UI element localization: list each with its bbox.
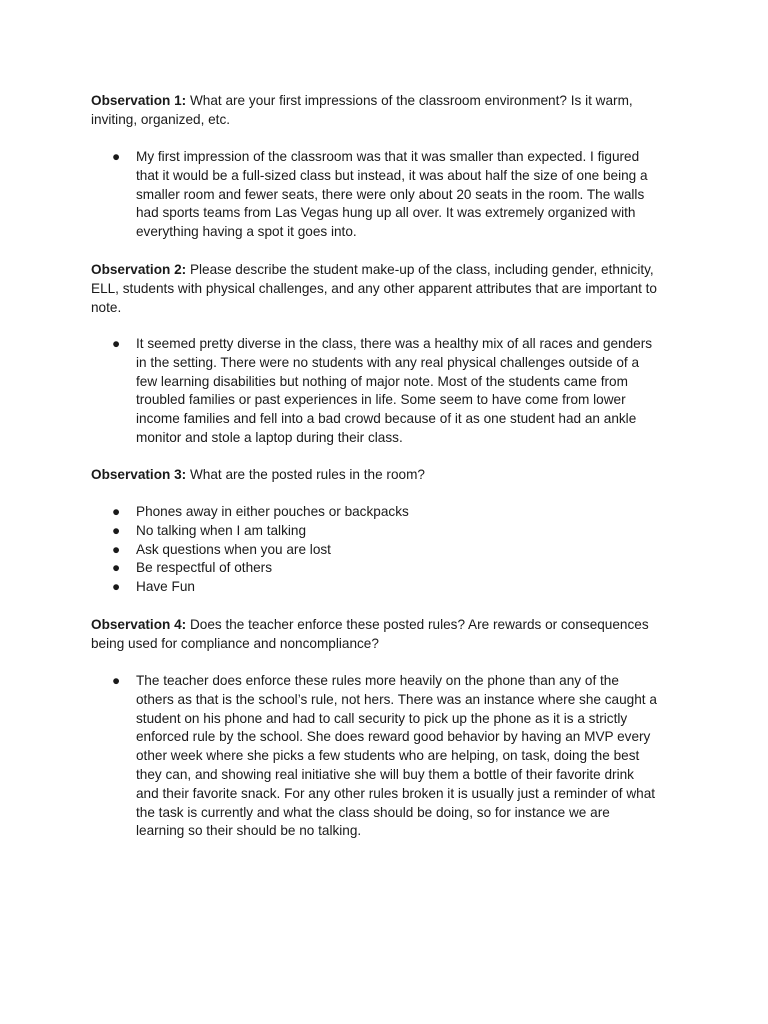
- bullet-icon: ●: [112, 673, 121, 688]
- list-item: [91, 503, 657, 522]
- list-item-text: Phones away in either pouches or backpacks: [136, 504, 409, 519]
- bullet-icon: ●: [112, 560, 121, 576]
- list-item: [91, 559, 657, 578]
- list-item: [91, 541, 657, 560]
- list-item: [91, 522, 657, 541]
- list-item-text: My first impression of the classroom was that it was smaller than expected. I figured that it would be a full-sized class but instead, it was about half the size of one being a smaller room and fewer seats, there were only about 20 seats in the room. The walls had sports teams from Las Vegas hung up all over. It was extremely organized with everything having a spot it goes into.: [136, 149, 648, 240]
- observation-1-label: Observation 1:: [91, 93, 187, 108]
- list-item-text: Have Fun: [136, 579, 195, 595]
- observation-2-label: Observation 2:: [91, 262, 187, 277]
- observation-2-answer-list: [91, 335, 657, 448]
- bullet-icon: ●: [112, 504, 121, 519]
- bullet-icon: ●: [112, 336, 121, 351]
- bullet-icon: ●: [112, 149, 121, 164]
- list-item-text: Be respectful of others: [136, 560, 273, 576]
- observation-4-answer-list: [91, 672, 657, 841]
- list-item: [91, 672, 657, 841]
- observation-4-label: Observation 4:: [91, 617, 187, 632]
- observation-2-question: [91, 261, 681, 317]
- observation-3-question: [91, 466, 681, 485]
- list-item-text: The teacher does enforce these rules more heavily on the phone than any of the others as that is the school’s rule, not hers. There was an instance where she caught a student on his phone and had to call security to pick up the phone as it is a strictly enforced rule by the school. She does reward good behavior by having an MVP every other week where she picks a few students who are helping, on task, doing the best they can, and showing real initiative she will buy them a bottle of their favorite drink and their favorite snack. For any other rules broken it is usually just a reminder of what the task is currently and what the class should be doing, so for instance we are learning so their should be no talking.: [136, 673, 657, 839]
- bullet-icon: ●: [112, 579, 121, 595]
- list-item-text: It seemed pretty diverse in the class, there was a healthy mix of all races and genders in the setting. There were no students with any real physical challenges outside of a few learning disabilities but nothing of major note. Most of the students came from troubled families or past experiences in life. Some seem to have come from lower income families and fell into a bad crowd because of it as one student had an ankle monitor and stole a laptop during their class.: [136, 336, 653, 445]
- list-item: [91, 148, 657, 242]
- observation-4-question: [91, 616, 681, 654]
- observation-3-rules-list: [91, 503, 657, 597]
- bullet-icon: ●: [112, 522, 121, 538]
- list-item: [91, 335, 657, 448]
- observation-2-question-text: Please describe the student make-up of the class, including gender, ethnicity, ELL, students with physical challenges, and any other apparent attributes that are important to note.: [91, 262, 657, 315]
- observation-4-question-text: Does the teacher enforce these posted rules? Are rewards or consequences being used for compliance and noncompliance?: [91, 617, 649, 651]
- observation-3-label: Observation 3:: [91, 467, 187, 482]
- observation-1-question-text: What are your first impressions of the classroom environment? Is it warm, inviting, organized, etc.: [91, 93, 633, 127]
- list-item: [91, 578, 657, 597]
- list-item-text: No talking when I am talking: [136, 522, 307, 538]
- observation-3-question-text: What are the posted rules in the room?: [186, 467, 425, 482]
- bullet-icon: ●: [112, 541, 121, 557]
- list-item-text: Ask questions when you are lost: [136, 541, 331, 557]
- observation-1-answer-list: [91, 148, 657, 242]
- observation-1-question: [91, 92, 681, 130]
